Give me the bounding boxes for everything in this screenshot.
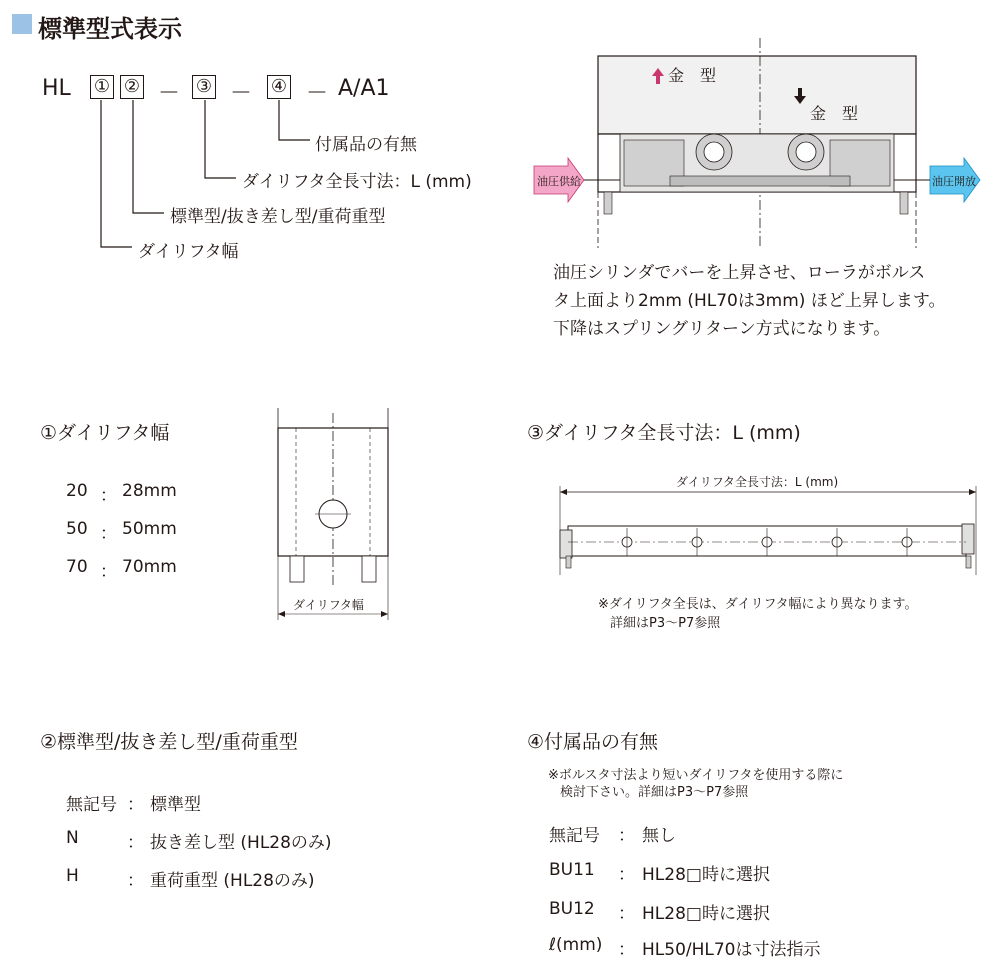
width-diagram-label: ダイリフタ幅 (293, 598, 364, 612)
width-row-code: 50 (66, 519, 88, 539)
mechanism-description-line: タ上面より2mm (HL70は3mm) ほど上昇します。 (553, 291, 946, 311)
code-dash: － (230, 81, 253, 106)
section-width-title: ①ダイリフタ幅 (40, 422, 170, 444)
type-row-code: 無記号 (66, 795, 117, 815)
accessory-row-code: BU12 (549, 899, 595, 919)
length-diagram-label: ダイリフタ全長寸法：L (mm) (676, 475, 839, 489)
label-type: 標準型/抜き差し型/重荷重型 (170, 207, 386, 227)
label-length: ダイリフタ全長寸法：L (mm) (242, 172, 472, 192)
accessory-row-sep: ： (618, 904, 635, 924)
mold-up-label: 金 型 (668, 66, 717, 85)
code-suffix: A/A1 (338, 76, 390, 101)
accessory-row-value: HL28□時に選択 (642, 865, 770, 885)
accessory-row-sep: ： (618, 865, 635, 885)
type-row-value: 抜き差し型 (HL28のみ) (150, 833, 332, 853)
code-box-3: ③ (192, 75, 216, 99)
type-row-value: 重荷重型 (HL28のみ) (150, 871, 315, 891)
code-box-1: ① (90, 75, 114, 99)
type-row-code: N (66, 828, 79, 848)
code-box-4: ④ (267, 75, 291, 99)
mold-down-label: 金 型 (810, 104, 859, 123)
accessory-row-value: HL28□時に選択 (642, 904, 770, 924)
accessory-row-sep: ： (618, 940, 635, 960)
type-row-sep: ： (127, 871, 144, 891)
oil-release-label: 油圧開放 (932, 175, 976, 188)
type-row-code: H (66, 866, 79, 886)
accessory-row-value: 無し (642, 826, 676, 846)
accessory-row-code: ℓ(mm) (549, 935, 603, 955)
section-length-title: ③ダイリフタ全長寸法：L (mm) (527, 422, 801, 444)
length-diagram (550, 480, 980, 590)
code-dash: － (158, 81, 181, 106)
width-row-code: 20 (66, 481, 88, 501)
section-accessory-title: ④付属品の有無 (527, 731, 659, 753)
oil-supply-label: 油圧供給 (537, 175, 581, 188)
width-diagram (270, 408, 400, 628)
length-note-ref: 詳細はP3～P7参照 (610, 616, 721, 631)
code-prefix: HL (42, 76, 71, 101)
accessory-note: ※ボルスタ寸法より短いダイリフタを使用する際に (548, 768, 844, 783)
code-dash: － (306, 81, 329, 106)
accessory-note-ref: 検討下さい。詳細はP3～P7参照 (560, 785, 749, 800)
accessory-row-code: BU11 (549, 860, 595, 880)
page-title: 標準型式表示 (38, 15, 182, 43)
width-row-value: 70mm (122, 557, 177, 577)
label-accessory: 付属品の有無 (315, 135, 417, 155)
accessory-row-value: HL50/HL70は寸法指示 (642, 940, 821, 960)
type-row-sep: ： (127, 795, 144, 815)
width-row-value: 28mm (122, 481, 177, 501)
label-width: ダイリフタ幅 (138, 242, 239, 262)
width-row-sep: ： (100, 562, 117, 582)
length-note: ※ダイリフタ全長は、ダイリフタ幅により異なります。 (598, 597, 918, 612)
type-row-value: 標準型 (150, 795, 201, 815)
width-row-code: 70 (66, 557, 88, 577)
width-row-sep: ： (100, 524, 117, 544)
section-type-title: ②標準型/抜き差し型/重荷重型 (40, 731, 298, 753)
accessory-row-code: 無記号 (549, 826, 600, 846)
code-box-2: ② (120, 75, 144, 99)
type-row-sep: ： (127, 833, 144, 853)
mechanism-description-line: 油圧シリンダでバーを上昇させ、ローラがボルス (553, 263, 926, 283)
width-row-sep: ： (100, 486, 117, 506)
mechanism-diagram (520, 38, 990, 253)
mechanism-description-line: 下降はスプリングリターン方式になります。 (553, 319, 891, 339)
accessory-row-sep: ： (618, 826, 635, 846)
width-row-value: 50mm (122, 519, 177, 539)
